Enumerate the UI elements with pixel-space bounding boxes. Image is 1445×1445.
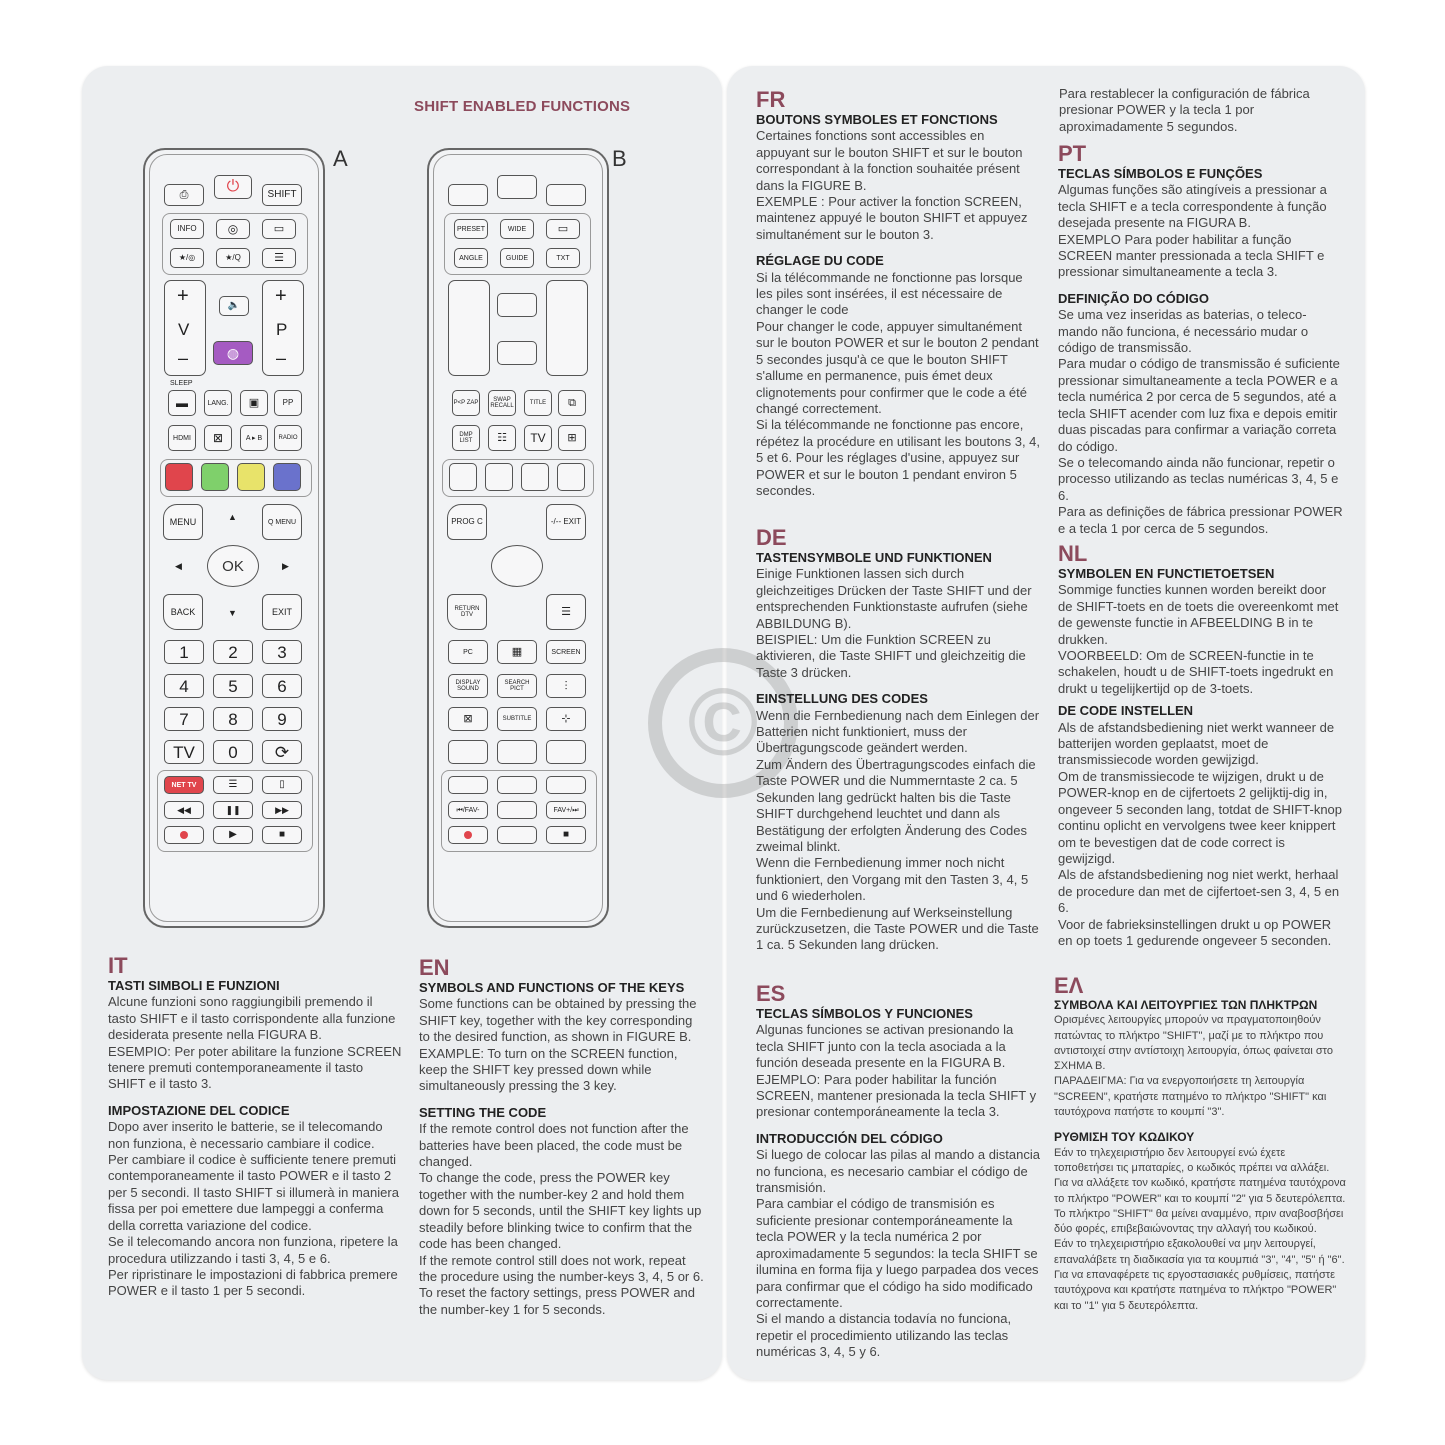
radio-key: RADIO xyxy=(274,425,302,451)
num-key-3: 3 xyxy=(262,640,302,664)
down-arrow: ▼ xyxy=(228,608,237,618)
fr-paragraph-1: Certaines fonctions sont accessibles en appuyant sur le bouton SHIFT et sur le bouton correspondant à la fonction souhaitée présent dans la FIGURE B. xyxy=(756,128,1023,193)
el-paragraph-6: Για να επαναφέρετε τις εργοστασιακές ρυθμίσεις, πατήστε ταυτόχρονα και κρατήστε πατημένα το πλήκτρο "POWER" και το "1" για 5 δευτερόλεπτα. xyxy=(1054,1269,1337,1312)
el-paragraph-3: Εάν το τηλεχειριστήριο δεν λειτουργεί ενώ έχετε τοποθετήσει τις μπαταρίες, ο κωδικός πρέπει να αλλάξει. xyxy=(1054,1146,1330,1174)
guide-key: GUIDE xyxy=(500,248,534,268)
es-heading-2: INTRODUCCIÓN DEL CÓDIGO xyxy=(756,1130,943,1146)
pp-key: PP xyxy=(274,390,302,416)
num-key-6: 6 xyxy=(262,674,302,698)
picture-key: ▦ xyxy=(497,640,537,664)
mute-key: 🔈 xyxy=(219,296,249,316)
angle-key: ANGLE xyxy=(454,248,488,268)
nl-heading-1: SYMBOLEN EN FUNCTIETOETSEN xyxy=(1058,566,1275,581)
es-paragraph-2: EJEMPLO: Para poder habilitar la función SCREEN, mantener presionada la tecla SHIFT y presionar contemporáneamente la tecla 3. xyxy=(756,1071,1037,1120)
b-color-4 xyxy=(557,463,585,491)
fr-paragraph-4: Pour changer le code, appuyer simultanément sur le bouton POWER et sur le bouton 2 pendant 5 secondes jusqu'à ce que le bouton SHIFT s'allume en permanence, puis émet deux clignotements pour confirmer que le code a été changé correctement. xyxy=(756,318,1039,416)
swap-recall-key: SWAP RECALL xyxy=(488,390,516,416)
fr-paragraph-5: Si la télécommande ne fonctionne pas encore, répétez la procédure en utilisant les boutons 3, 4, 5 et 6. Pour les réglages d'usine, appuyez sur POWER et sur le bouton 1 pendant environ 5 secondes. xyxy=(756,417,1041,498)
pzap-key: P<P ZAP xyxy=(452,390,480,416)
b-blank-play-5 xyxy=(497,826,537,844)
b-stop-key: ■ xyxy=(546,826,586,844)
equalizer-key: ⫶ xyxy=(546,674,586,698)
it-paragraph-1: Alcune funzioni sono raggiungibili premendo il tasto SHIFT e il tasto corrispondente alla funzione desiderata presente nella FIGURA B. xyxy=(108,994,396,1043)
input-source-key: ⎙ xyxy=(164,184,204,206)
shift-functions-title: SHIFT ENABLED FUNCTIONS xyxy=(414,98,631,115)
fr-paragraph-3: Si la télécommande ne fonctionne pas lorsque les piles sont insérées, il est nécessaire de changer le code xyxy=(756,269,1023,318)
screen-key: SCREEN xyxy=(546,640,586,664)
de-paragraph-3: Wenn die Fernbedienung nach dem Einlegen der Batterien nicht funktioniert, muss der Übertragungscode geändert werden. xyxy=(756,707,1040,756)
prog-label: P xyxy=(276,320,288,339)
en-paragraph-1: Some functions can be obtained by pressing the SHIFT key, together with the key corresponding to the desired function, as shown in FIGURE B. xyxy=(419,996,697,1045)
el-heading-2: ΡΥΘΜΙΣΗ ΤΟΥ ΚΩΔΙΚΟΥ xyxy=(1054,1130,1195,1145)
rewind-key: ◀◀ xyxy=(164,801,204,819)
lang-key: LANG. xyxy=(204,390,232,416)
ab-key: A ▸ B xyxy=(240,425,268,451)
pt-paragraph-4: Para mudar o código de transmissão é suficiente pressionar simultaneamente a tecla POWER e a tecla numérica 2 por cerca de 5 segundos, até a tecla SHIFT acender com luz fixa e depois emitir duas piscadas para confirmar a variação correta do código. xyxy=(1058,356,1340,454)
swap-channel-key: ⟳ xyxy=(262,740,302,764)
de-paragraph-2: BEISPIEL: Um die Funktion SCREEN zu aktivieren, die Taste SHIFT und gleichzeitig die Taste 3 drücken. xyxy=(756,632,1026,680)
pause-key: ❚❚ xyxy=(213,801,253,819)
num-key-5: 5 xyxy=(213,674,253,698)
nl-paragraph-2: VOORBEELD: Om de SCREEN-functie in te schakelen, houdt u de SHIFT-toets ingedrukt en drukt u tegelijkertijd op de 3-toets. xyxy=(1058,648,1334,696)
pt-paragraph-3: Se uma vez inseridas as baterias, o teleco-mando não funciona, é necessário mudar o código de transmissão. xyxy=(1058,307,1309,356)
de-paragraph-4: Zum Ändern des Übertragungscodes einfach die Taste POWER und die Nummerntaste 2 ca. 5 Sekunden lang gedrückt halten bis die Taste SHIFT durchgehend leuchtet und dann als Bestätigung der erfolgten Änderung des Codes zweimal blinkt. xyxy=(756,756,1036,854)
green-key xyxy=(201,463,229,491)
lang-code-de: DE xyxy=(756,525,787,550)
fast-forward-key: ▶▶ xyxy=(262,801,302,819)
it-heading-2: IMPOSTAZIONE DEL CODICE xyxy=(108,1102,290,1118)
search-pict-key: SEARCH PICT xyxy=(497,674,537,698)
b-blank-1 xyxy=(448,184,488,206)
remote-a-label: A xyxy=(333,146,348,171)
lang-code-nl: NL xyxy=(1058,541,1088,566)
lang-code-fr: FR xyxy=(756,87,786,112)
num-key-7: 7 xyxy=(164,707,204,731)
es-paragraph-6: Para restablecer la configuración de fábrica presionar POWER y la tecla 1 por aproximadamente 5 segundos. xyxy=(1059,86,1310,134)
it-heading-1: TASTI SIMBOLI E FUNZIONI xyxy=(108,978,280,993)
nl-heading-2: DE CODE INSTELLEN xyxy=(1058,703,1194,719)
preset-key: PRESET xyxy=(454,219,488,239)
section-it xyxy=(108,954,404,1300)
b-record-key xyxy=(448,826,488,844)
remote-b-label: B xyxy=(612,146,627,171)
es-reset-note xyxy=(1059,86,1344,135)
play-key: ▶ xyxy=(213,826,253,844)
b-blank-3 xyxy=(546,184,586,206)
star-tv-key: ★/◎ xyxy=(170,248,204,268)
media-key: ▭ xyxy=(262,219,296,239)
fr-paragraph-2: EXEMPLE : Pour activer la fonction SCREEN, maintenez appuyé le bouton SHIFT et appuyez simultanément sur le bouton 3. xyxy=(756,194,1028,242)
up-arrow: ▲ xyxy=(228,512,237,522)
hdmi-key: HDMI xyxy=(168,425,196,451)
section-fr xyxy=(756,88,1041,499)
el-paragraph-1: Ορισμένες λειτουργίες μπορούν να πραγματοποιηθούν πατώντας το πλήκτρο "SHIFT", μαζί με το πλήκτρο που αντιστοιχεί στην αντίστοιχη λειτουργία, όπως φαίνεται στο ΣΧΗΜΑ Β. xyxy=(1054,1014,1333,1073)
b-rocker-left xyxy=(448,280,490,376)
media-browser-key: ▣ xyxy=(240,390,268,416)
exit-b-key: -/-- EXIT xyxy=(546,504,586,540)
es-paragraph-4: Para cambiar el código de transmisión es suficiente presionar contemporáneamente la tecla POWER y la tecla numérica 2 por aproximadamente 5 segundos: la tecla SHIFT se ilumina en forma fija y luego parpadea dos veces para confirmar que el código ha sido modificado correctamente. xyxy=(756,1196,1039,1310)
b-rocker-right xyxy=(546,280,588,376)
pt-paragraph-5: Se o telecomando ainda não funcionar, repetir o processo utilizando as teclas numéricas 3, 4, 5 e 6. xyxy=(1058,454,1339,503)
blue-key xyxy=(273,463,301,491)
en-paragraph-5: If the remote control still does not work, repeat the procedure using the number-keys 3, 4, 5 or 6. xyxy=(419,1252,704,1284)
subtitle-key: ☰ xyxy=(213,776,253,794)
section-el xyxy=(1054,974,1346,1314)
return-dtv-key: RETURN DTV xyxy=(447,594,487,630)
it-paragraph-3: Dopo aver inserito le batterie, se il telecomando non funziona, è necessario cambiare il codice. xyxy=(108,1119,383,1151)
ok-key: OK xyxy=(207,545,259,587)
nettv-key: NET TV xyxy=(164,776,204,794)
b-blank-play-3 xyxy=(546,776,586,794)
section-en xyxy=(419,956,705,1318)
pt-paragraph-1: Algumas funções são atingíveis a pressionar a tecla SHIFT e a tecla correspondente à função desejada presente na FIGURA B. xyxy=(1058,182,1327,231)
folder-key: ▭ xyxy=(546,219,580,239)
pt-heading-2: DEFINIÇÃO DO CÓDIGO xyxy=(1058,290,1209,306)
vol-minus: – xyxy=(178,348,189,368)
exit-key: EXIT xyxy=(262,594,302,630)
section-de xyxy=(756,526,1041,954)
de-paragraph-1: Einige Funktionen lassen sich durch gleichzeitiges Drücken der Taste SHIFT und der entsprechenden Funktionstaste aufrufen (siehe ABBILDUNG B). xyxy=(756,566,1032,631)
el-paragraph-5: Εάν το τηλεχειριστήριο εξακολουθεί να μην λειτουργεί, επαναλάβετε τη διαδικασία για τα κουμπιά "3", "4", "5" ή "6". xyxy=(1054,1238,1345,1266)
prog-plus: + xyxy=(275,285,287,307)
nl-paragraph-5: Als de afstandsbediening nog niet werkt, herhaal de procedure dan met de cijfertoet-sen 3, 4, 5 en 6. xyxy=(1058,867,1340,916)
title-key: TITLE xyxy=(524,390,552,416)
lang-code-el: ΕΛ xyxy=(1054,973,1084,998)
num-key-1: 1 xyxy=(164,640,204,664)
nettv-globe-key: ◍ xyxy=(213,341,253,365)
fr-heading-1: BOUTONS SYMBOLES ET FONCTIONS xyxy=(756,112,998,127)
epg-key: ▯ xyxy=(262,776,302,794)
pc-key: PC xyxy=(448,640,488,664)
tv-b-key: TV xyxy=(524,425,552,451)
pip-b-key: ⧉ xyxy=(558,390,586,416)
stop-key: ■ xyxy=(262,826,302,844)
nl-paragraph-3: Als de afstandsbediening niet werkt wanneer de batterijen worden geplaatst, moet de transmissiecode worden gewijzigd. xyxy=(1058,719,1335,768)
lang-code-en: EN xyxy=(419,955,450,980)
it-paragraph-4: Per cambiare il codice è sufficiente tenere premuti contemporaneamente il tasto POWER e il tasto 2 per 5 secondi. Il tasto SHIFT si illumerà in maniera fissa per poi emettere due lampeggi a conferma della corretta variazione del codice. xyxy=(108,1152,399,1233)
num-key-2: 2 xyxy=(213,640,253,664)
fav-minus-key: ⏮/FAV- xyxy=(448,801,488,819)
en-paragraph-4: To change the code, press the POWER key together with the number-key 2 and hold them down for 5 seconds, until the SHIFT key lights up steadily before blinking twice to confirm that the code has been changed. xyxy=(419,1170,702,1252)
num-key-4: 4 xyxy=(164,674,204,698)
right-arrow: ▶ xyxy=(282,561,289,571)
red-key xyxy=(165,463,193,491)
back-key: BACK xyxy=(163,594,203,630)
de-heading-2: EINSTELLUNG DES CODES xyxy=(756,691,928,707)
el-heading-1: ΣΥΜΒΟΛΑ ΚΑΙ ΛΕΙΤΟΥΡΓΙΕΣ ΤΩΝ ΠΛΗΚΤΡΩΝ xyxy=(1054,998,1318,1012)
split-key: ⊞ xyxy=(558,425,586,451)
it-paragraph-6: Per ripristinare le impostazioni di fabbrica premere POWER e il tasto 1 per 5 secondi. xyxy=(108,1266,398,1299)
section-pt xyxy=(1058,142,1343,537)
el-paragraph-2: ΠΑΡΑΔΕΙΓΜΑ: Για να ενεργοποιήσετε τη λειτουργία "SCREEN", κρατήστε πατημένο το πλήκτρο "SHIFT" και ταυτόχρονα πατήστε το κουμπί "3". xyxy=(1054,1075,1327,1119)
dmp-list-key: DMP LIST xyxy=(452,425,480,451)
b-color-3 xyxy=(521,463,549,491)
fav-plus-key: FAV+/⏭ xyxy=(546,801,586,819)
nl-paragraph-4: Om de transmissiecode te wijzigen, drukt u de POWER-knop en de cijfertoets 2 gelijktij-dig in, ongeveer 5 seconden lang, totdat de SHIFT-knop continu oplicht en vervolgens twee keer knippert om te bevestigen dat de code correct is gewijzigd. xyxy=(1058,768,1343,866)
fr-heading-2: RÉGLAGE DU CODE xyxy=(756,253,884,269)
info-key: INFO xyxy=(170,219,204,239)
left-arrow: ◀ xyxy=(175,561,182,571)
de-paragraph-5: Wenn die Fernbedienung immer noch nicht funktioniert, den Vorgang mit den Tasten 3, 4, 5 und 6 wiederholen. xyxy=(756,855,1029,904)
lang-code-pt: PT xyxy=(1058,141,1087,166)
q-menu-key: Q MENU xyxy=(262,504,302,540)
info-b-key: ☷ xyxy=(488,425,516,451)
nl-paragraph-6: Voor de fabrieksinstellingen drukt u op POWER en op toets 1 gedurende ongeveer 5 seconden. xyxy=(1058,916,1332,948)
b-blank-num-1 xyxy=(448,740,488,764)
num-key-9: 9 xyxy=(262,707,302,731)
b-blank-2 xyxy=(497,175,537,199)
b-ok-blank xyxy=(491,545,543,587)
txt-key: TXT xyxy=(546,248,580,268)
record-key xyxy=(164,826,204,844)
pt-heading-1: TECLAS SÍMBOLOS E FUNÇÕES xyxy=(1058,166,1263,181)
pip-key: ⊠ xyxy=(204,425,232,451)
display-sound-key: DISPLAY SOUND xyxy=(448,674,488,698)
sleep-label: SLEEP xyxy=(170,380,193,387)
b-color-1 xyxy=(449,463,477,491)
el-paragraph-4: Για να αλλάξετε τον κωδικό, κρατήστε πατημένα ταυτόχρονα το πλήκτρο "POWER" και το κουμπί "2" για 5 δευτερόλεπτα. Το πλήκτρο "SHIFT" θα μείνει αναμμένο, πριν αναβοσβήσει δύο φορές, επιβεβαιώνοντας την αλλαγή του κωδικού. xyxy=(1054,1177,1346,1236)
en-heading-2: SETTING THE CODE xyxy=(419,1104,547,1120)
star-search-key: ★/Q xyxy=(216,248,250,268)
b-blank-play-2 xyxy=(497,776,537,794)
es-paragraph-3: Si luego de colocar las pilas al mando a distancia no funciona, es necesario cambiar el código de transmisión. xyxy=(756,1147,1041,1196)
pt-paragraph-6: Para as definições de fábrica pressionar POWER e a tecla 1 por cerca de 5 segundos. xyxy=(1058,504,1343,536)
es-paragraph-1: Algunas funciones se activan presionando la tecla SHIFT junto con la tecla asociada a la función deseada presente en la FIGURA B. xyxy=(756,1022,1014,1071)
it-paragraph-2: ESEMPIO: Per poter abilitare la funzione SCREEN tenere premuti contemporaneamente il tasto SHIFT e il tasto 3. xyxy=(108,1043,402,1092)
b-blank-num-2 xyxy=(497,740,537,764)
b-center-blank-1 xyxy=(497,293,537,317)
b-color-2 xyxy=(485,463,513,491)
list-b-key: ☰ xyxy=(546,594,586,630)
b-center-blank-2 xyxy=(497,341,537,365)
de-paragraph-6: Um die Fernbedienung auf Werkseinstellung zurückzusetzen, die Taste POWER und die Taste 1 ca. 5 Sekunden lang drücken. xyxy=(756,904,1039,953)
pt-paragraph-2: EXEMPLO Para poder habilitar a função SCREEN manter pressionada a tecla SHIFT e pressionar simultaneamente a tecla 3. xyxy=(1058,231,1325,280)
en-heading-1: SYMBOLS AND FUNCTIONS OF THE KEYS xyxy=(419,980,685,995)
b-blank-play-4 xyxy=(497,801,537,819)
ex-key: ⊠ xyxy=(448,707,488,731)
shift-key: SHIFT xyxy=(262,184,302,206)
section-nl xyxy=(1058,542,1343,949)
es-paragraph-5: Si el mando a distancia todavía no funciona, repetir el procedimiento utilizando las teclas numéricas 3, 4, 5 y 6. xyxy=(756,1311,1012,1360)
menu-key: MENU xyxy=(163,504,203,540)
nl-paragraph-1: Sommige functies kunnen worden bereikt door de SHIFT-toets en de toets die overeenkomt met de gewenste functie in AFBEELDING B in te drukken. xyxy=(1058,582,1339,647)
yellow-key xyxy=(237,463,265,491)
globe-key: ◎ xyxy=(216,219,250,239)
lang-code-it: IT xyxy=(108,953,128,978)
prog-c-key: PROG C xyxy=(447,504,487,540)
vol-label: V xyxy=(178,320,190,339)
copyright-watermark: © xyxy=(648,648,798,798)
it-paragraph-5: Se il telecomando ancora non funziona, ripetere la procedura utilizzando i tasti 3, 4, 5 e 6. xyxy=(108,1234,398,1266)
de-heading-1: TASTENSYMBOLE UND FUNKTIONEN xyxy=(756,550,992,565)
vol-plus: + xyxy=(177,285,189,307)
en-paragraph-6: To reset the factory settings, press POWER and the number-key 1 for 5 seconds. xyxy=(419,1285,696,1317)
b-blank-num-3 xyxy=(546,740,586,764)
teletext-key: ☰ xyxy=(262,248,296,268)
power-key: ⏻ xyxy=(214,175,252,199)
prog-minus: – xyxy=(276,348,287,368)
en-paragraph-3: If the remote control does not function after the batteries have been placed, the code must be changed. xyxy=(419,1121,689,1170)
section-es xyxy=(756,982,1041,1361)
en-paragraph-2: EXAMPLE: To turn on the SCREEN function, keep the SHIFT key pressed down while simultaneously pressing the 3 key. xyxy=(419,1045,678,1094)
b-blank-play-1 xyxy=(448,776,488,794)
num-key-8: 8 xyxy=(213,707,253,731)
wide-key: WIDE xyxy=(500,219,534,239)
subtitle-b-key: SUBTITLE xyxy=(497,707,537,731)
num-key-0: 0 xyxy=(213,740,253,764)
tv-key: TV xyxy=(164,740,204,764)
zoom-key: ⊹ xyxy=(546,707,586,731)
sleep-key: ▬ xyxy=(168,390,196,416)
lang-code-es: ES xyxy=(756,981,786,1006)
es-heading-1: TECLAS SÍMBOLOS Y FUNCIONES xyxy=(756,1006,973,1021)
